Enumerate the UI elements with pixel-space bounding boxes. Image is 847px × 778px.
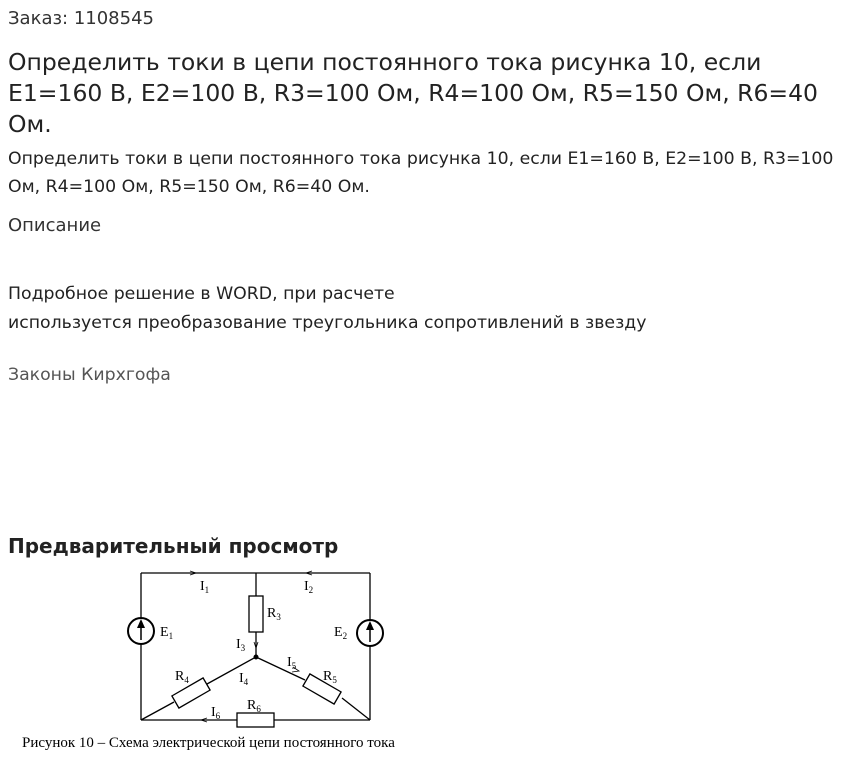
preview-heading: Предварительный просмотр: [8, 534, 339, 558]
current-label-i2: $I_2$: [304, 579, 314, 595]
detail-line-1: Подробное решение в WORD, при расчете: [8, 284, 395, 304]
figure-caption: Рисунок 10 – Схема электрической цепи постоянного тока: [22, 735, 395, 751]
laws-tag: Законы Кирхгофа: [8, 365, 171, 385]
circuit-diagram: [0, 560, 500, 735]
short-description: Определить токи в цепи постоянного тока рисунка 10, если E1=160 В, E2=100 В, R3=100 Ом, R4=100 Ом, R5=150 Ом, R6=40 Ом.: [8, 149, 834, 197]
current-label-i6: $I_6$: [211, 705, 221, 721]
voltage-source-e1: [128, 618, 154, 644]
source-label-e1: $E_1$: [160, 625, 174, 641]
current-label-i3: $I_3$: [236, 637, 246, 653]
current-label-i5: $I_5$: [287, 655, 297, 671]
source-label-e2: $E_2$: [334, 625, 348, 641]
page-title: Определить токи в цепи постоянного тока рисунка 10, если E1=160 В, E2=100 В, R3=100 Ом, R4=100 Ом, R5=150 Ом, R6=40 Ом.: [8, 48, 819, 138]
resistor-r6: [237, 713, 274, 727]
center-node: [254, 655, 259, 660]
detail-text: [8, 280, 646, 338]
resistor-label-r3: $R_3$: [267, 606, 281, 622]
resistor-r3: [249, 596, 263, 632]
order-number: Заказ: 1108545: [8, 8, 154, 29]
resistor-label-r4: $R_4$: [175, 669, 189, 685]
resistor-label-r5: $R_5$: [323, 669, 337, 685]
detail-line-2: используется преобразование треугольника сопротивлений в звезду: [8, 313, 647, 333]
current-label-i1: $I_1$: [200, 579, 210, 595]
voltage-source-e2: [357, 620, 383, 646]
description-heading: Описание: [8, 215, 102, 236]
current-label-i4: $I_4$: [239, 671, 249, 687]
resistor-label-r6: $R_6$: [247, 698, 261, 714]
